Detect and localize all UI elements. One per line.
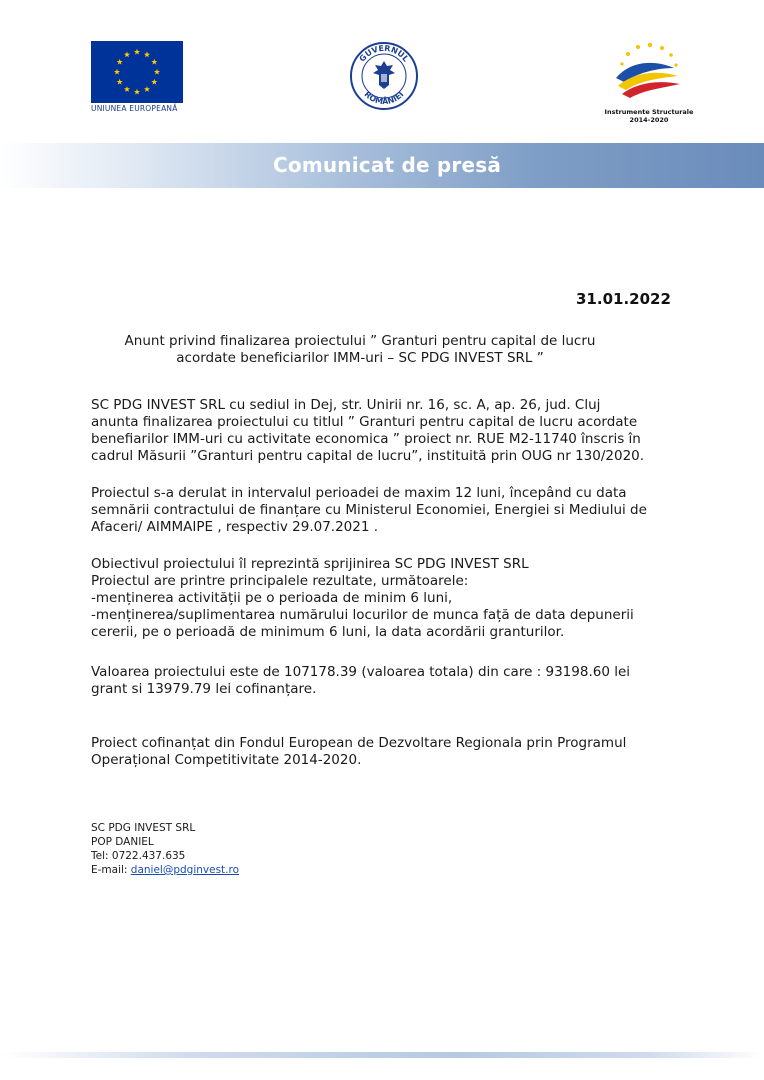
- eu-star: [154, 69, 160, 75]
- paragraph-line: cererii, pe o perioadă de minimum 6 luni, la data acordării granturilor.: [91, 624, 565, 640]
- paragraph-line: Afaceri/ AIMMAIPE , respectiv 29.07.2021 .: [91, 519, 379, 535]
- is-caption-line2: 2014-2020: [629, 116, 669, 124]
- announcement-heading: [100, 333, 620, 367]
- paragraph-project-objective: [91, 556, 691, 641]
- eu-star: [117, 79, 123, 85]
- romanian-government-logo: [349, 41, 419, 111]
- announcement-line: Anunt privind finalizarea proiectului ” Granturi pentru capital de lucru: [124, 333, 596, 349]
- paragraph-project-period: [91, 485, 691, 536]
- eu-flag-logo: [91, 41, 183, 103]
- eu-star: [124, 86, 130, 92]
- is-caption-line1: Instrumente Structurale: [604, 108, 694, 116]
- paragraph-line: grant si 13979.79 lei cofinanțare.: [91, 681, 317, 697]
- eu-star: [144, 86, 150, 92]
- paragraph-cofinancing: [91, 735, 691, 769]
- paragraph-line: Valoarea proiectului este de 107178.39 (valoarea totala) din care : 93198.60 lei: [91, 664, 631, 680]
- contact-person: POP DANIEL: [91, 836, 154, 848]
- paragraph-line: Obiectivul proiectului îl reprezintă sprijinirea SC PDG INVEST SRL: [91, 556, 529, 572]
- eu-star: [114, 69, 120, 75]
- eu-star: [151, 59, 157, 65]
- release-date: 31.01.2022: [576, 290, 671, 308]
- paragraph-line: Proiect cofinanțat din Fondul European de Dezvoltare Regionala prin Programul: [91, 735, 627, 751]
- paragraph-line: Proiectul are printre principalele rezultate, următoarele:: [91, 573, 469, 589]
- paragraph-line: benefiarilor IMM-uri cu activitate economica ” proiect nr. RUE M2-11740 înscris în: [91, 431, 641, 447]
- contact-company: SC PDG INVEST SRL: [91, 822, 196, 834]
- paragraph-line: semnării contractului de finanțare cu Ministerul Economiei, Energiei si Mediului de: [91, 502, 647, 518]
- paragraph-project-value: [91, 664, 691, 698]
- paragraph-line: Operațional Competitivitate 2014-2020.: [91, 752, 362, 768]
- paragraph-line: SC PDG INVEST SRL cu sediul in Dej, str. Unirii nr. 16, sc. A, ap. 26, jud. Cluj: [91, 397, 601, 413]
- eu-star: [117, 59, 123, 65]
- announcement-line: acordate beneficiarilor IMM-uri – SC PDG INVEST SRL ”: [176, 350, 544, 366]
- paragraph-line: -menținerea activității pe o perioada de minim 6 luni,: [91, 590, 453, 606]
- eu-star: [124, 51, 130, 57]
- paragraph-line: anunta finalizarea proiectului cu titlul ” Granturi pentru capital de lucru acordate: [91, 414, 638, 430]
- footer-divider: [0, 1052, 764, 1058]
- gov-text-top: GUVERNUL: [357, 43, 411, 64]
- contact-email-row: [91, 863, 239, 877]
- instrumente-structurale-caption: [604, 108, 694, 124]
- paragraph-line: -menținerea/suplimentarea numărului locurilor de munca față de data depunerii: [91, 607, 634, 623]
- instrumente-structurale-logo: [606, 38, 686, 108]
- eu-star: [151, 79, 157, 85]
- eu-caption: UNIUNEA EUROPEANĂ: [91, 104, 178, 113]
- paragraph-line: Proiectul s-a derulat in intervalul perioadei de maxim 12 luni, începând cu data: [91, 485, 627, 501]
- eu-stars-icon: [91, 41, 183, 103]
- contact-phone: Tel: 0722.437.635: [91, 850, 186, 862]
- eu-star: [134, 49, 140, 55]
- contact-block: [91, 821, 239, 877]
- contact-email-link[interactable]: daniel@pdginvest.ro: [130, 864, 240, 876]
- eu-star: [134, 89, 140, 95]
- paragraph-line: cadrul Măsurii ”Granturi pentru capital de lucru”, instituită prin OUG nr 130/2020.: [91, 448, 645, 464]
- eu-star: [144, 51, 150, 57]
- banner-title: Comunicat de presă: [273, 153, 502, 177]
- contact-email-label: E-mail:: [91, 864, 131, 876]
- paragraph-project-completion: [91, 397, 691, 465]
- gov-text-bottom: ROMÂNIEI: [362, 89, 406, 107]
